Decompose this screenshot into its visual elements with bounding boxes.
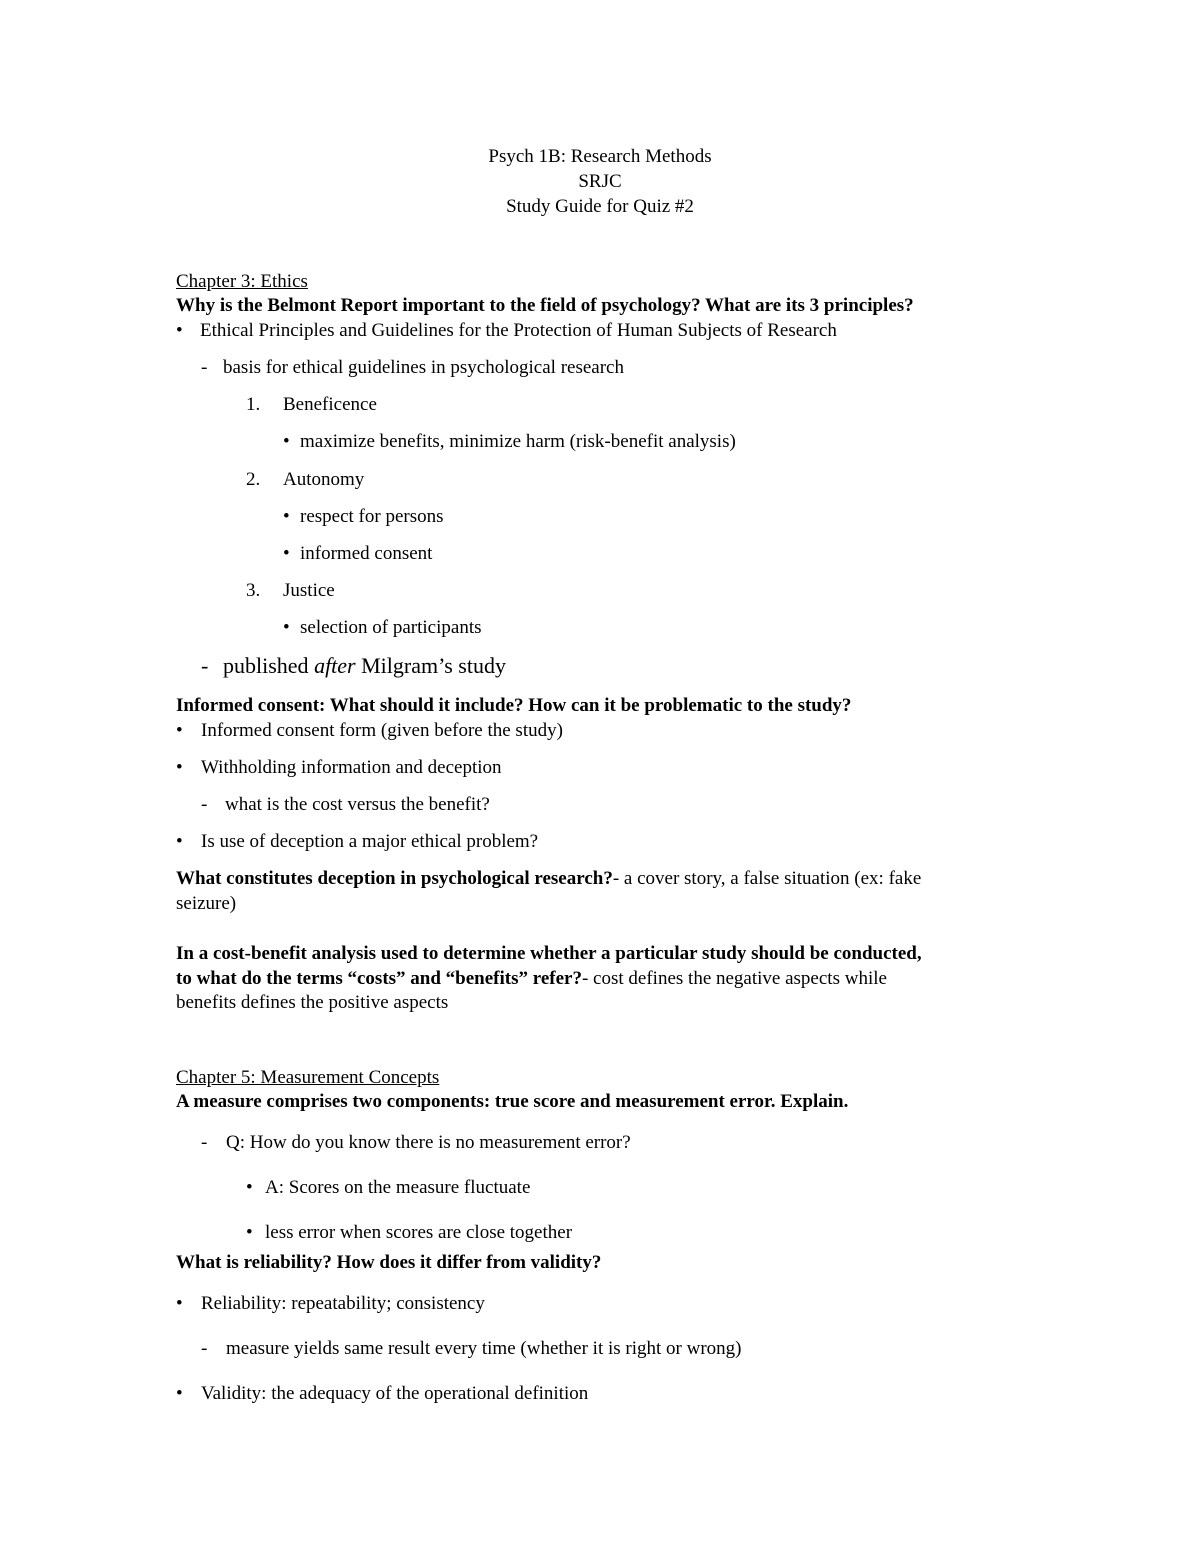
number-marker: 2. xyxy=(246,469,261,490)
bullet-marker: • xyxy=(176,1293,183,1314)
list-item-text: informed consent xyxy=(300,543,433,564)
list-item xyxy=(176,1382,588,1406)
bullet-marker: • xyxy=(283,431,290,452)
list-item xyxy=(201,356,624,380)
bullet-marker: • xyxy=(176,757,183,778)
list-item-text: maximize benefits, minimize harm (risk-benefit analysis) xyxy=(300,431,736,452)
bullet-marker: • xyxy=(283,543,290,564)
list-item xyxy=(283,430,736,454)
list-item-text: measure yields same result every time (whether it is right or wrong) xyxy=(226,1338,742,1359)
question-deception xyxy=(176,867,921,891)
list-item-text: selection of participants xyxy=(300,617,482,638)
list-item xyxy=(283,505,444,529)
question-reliability: What is reliability? How does it differ from validity? xyxy=(176,1252,602,1273)
list-item xyxy=(176,719,563,743)
list-item-text: A: Scores on the measure fluctuate xyxy=(265,1177,531,1198)
question-informed-consent: Informed consent: What should it include? How can it be problematic to the study? xyxy=(176,695,852,716)
chapter5-heading: Chapter 5: Measurement Concepts xyxy=(176,1067,440,1088)
list-item-text: basis for ethical guidelines in psychological research xyxy=(223,357,624,378)
list-item-text: Reliability: repeatability; consistency xyxy=(201,1293,485,1314)
list-item-text: Milgram’s study xyxy=(355,653,506,678)
list-item-text: Ethical Principles and Guidelines for the Protection of Human Subjects of Research xyxy=(200,320,837,341)
list-item xyxy=(283,542,432,566)
bullet-marker: • xyxy=(176,1383,183,1404)
dash-marker: - xyxy=(201,1132,208,1153)
list-item xyxy=(201,1337,742,1361)
list-item-text: what is the cost versus the benefit? xyxy=(225,794,490,815)
answer-text: - a cover story, a false situation (ex: fake xyxy=(612,868,922,889)
emphasis-text: after xyxy=(314,653,356,678)
question-text: What constitutes deception in psychological research? xyxy=(176,868,613,889)
bullet-marker: • xyxy=(176,320,183,341)
list-item xyxy=(201,793,490,817)
list-item xyxy=(176,319,837,343)
bullet-marker: • xyxy=(246,1222,253,1243)
bullet-marker: • xyxy=(176,831,183,852)
list-item xyxy=(176,830,538,854)
doc-title: Psych 1B: Research Methods xyxy=(488,146,712,167)
question-belmont: Why is the Belmont Report important to the field of psychology? What are its 3 principles? xyxy=(176,295,914,316)
doc-subtitle: Study Guide for Quiz #2 xyxy=(506,196,694,217)
list-item xyxy=(176,1292,485,1316)
dash-marker: - xyxy=(201,357,208,378)
dash-marker: - xyxy=(201,1338,208,1359)
list-item xyxy=(201,653,506,679)
list-item xyxy=(246,1221,572,1245)
question-cost-benefit: In a cost-benefit analysis used to determine whether a particular study should be conducted, xyxy=(176,943,922,964)
doc-institution: SRJC xyxy=(578,171,622,192)
list-item xyxy=(246,393,377,417)
list-item-text: Justice xyxy=(283,580,335,601)
answer-text: benefits defines the positive aspects xyxy=(176,992,449,1013)
list-item-text: Is use of deception a major ethical problem? xyxy=(201,831,539,852)
list-item-text: published xyxy=(223,653,315,678)
list-item-text: Autonomy xyxy=(283,469,365,490)
dash-marker: - xyxy=(201,794,208,815)
bullet-marker: • xyxy=(283,506,290,527)
list-item-text: respect for persons xyxy=(300,506,444,527)
question-measure: A measure comprises two components: true score and measurement error. Explain. xyxy=(176,1091,849,1112)
answer-text: seizure) xyxy=(176,893,237,914)
number-marker: 1. xyxy=(246,394,261,415)
chapter3-heading: Chapter 3: Ethics xyxy=(176,271,308,292)
bullet-marker: • xyxy=(283,617,290,638)
dash-marker: - xyxy=(201,653,209,678)
bullet-marker: • xyxy=(246,1177,253,1198)
list-item-text: Informed consent form (given before the study) xyxy=(201,720,563,741)
list-item xyxy=(246,468,364,492)
list-item-text: Q: How do you know there is no measurement error? xyxy=(226,1132,631,1153)
list-item-text: Beneficence xyxy=(283,394,377,415)
list-item-text: Withholding information and deception xyxy=(201,757,502,778)
list-item-text: Validity: the adequacy of the operational definition xyxy=(201,1383,589,1404)
list-item xyxy=(201,1131,631,1155)
answer-text: - cost defines the negative aspects while xyxy=(581,968,887,989)
question-text: to what do the terms “costs” and “benefits” refer? xyxy=(176,968,582,989)
list-item xyxy=(176,756,502,780)
list-item xyxy=(246,579,335,603)
list-item xyxy=(283,616,482,640)
list-item-text: less error when scores are close together xyxy=(265,1222,573,1243)
number-marker: 3. xyxy=(246,580,261,601)
list-item xyxy=(246,1176,530,1200)
bullet-marker: • xyxy=(176,720,183,741)
question-cost-benefit-cont xyxy=(176,967,887,991)
